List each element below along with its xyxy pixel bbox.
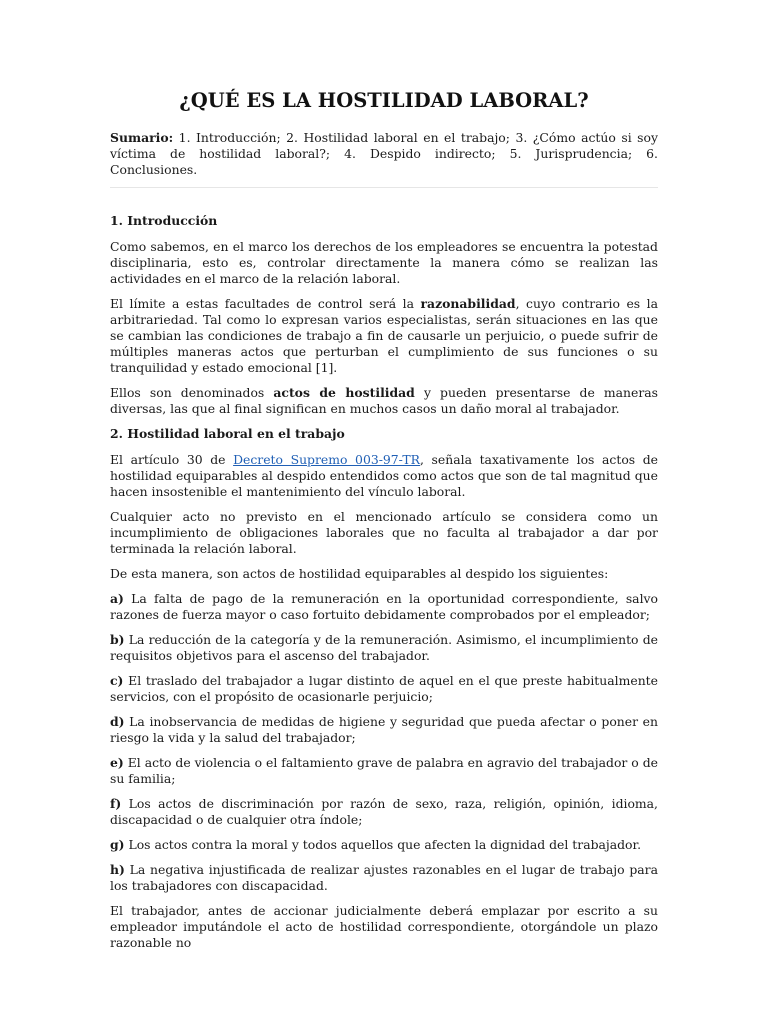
paragraph: De esta manera, son actos de hostilidad equiparables al despido los siguientes:: [110, 566, 609, 581]
list-item: [110, 796, 658, 828]
list-item: [110, 632, 658, 664]
list-item-letter: d): [110, 714, 125, 729]
list-item-letter: f): [110, 796, 122, 811]
divider: [110, 187, 658, 188]
summary: [110, 130, 658, 178]
list-item-letter: e): [110, 755, 124, 770]
list-item: [110, 755, 658, 787]
section-heading-introduccion: 1. Introducción: [110, 213, 218, 228]
paragraph: [110, 452, 658, 500]
summary-label: Sumario:: [110, 130, 174, 145]
list-item-text: La inobservancia de medidas de higiene y seguridad que pueda afectar o poner en riesgo la vida y la salud del trabajador;: [110, 714, 658, 745]
list-item-text: La negativa injustificada de realizar ajustes razonables en el lugar de trabajo para los trabajadores con discapacidad.: [110, 862, 658, 893]
paragraph-text: , señala taxativamente los actos de hostilidad equiparables al despido entendidos como actos que son de tal magnitud que hacen insostenible el mantenimiento del vínculo laboral.: [110, 452, 659, 499]
list-item-text: El traslado del trabajador a lugar distinto de aquel en el que preste habitualmente servicios, con el propósito de ocasionarle perjuicio;: [110, 673, 658, 704]
list-item-letter: g): [110, 837, 125, 852]
list-item-letter: h): [110, 862, 125, 877]
paragraph: Como sabemos, en el marco los derechos de los empleadores se encuentra la potestad disciplinaria, esto es, controlar directamente la manera cómo se realizan las actividades en el marco de la relación laboral.: [110, 239, 658, 286]
list-item-text: El acto de violencia o el faltamiento grave de palabra en agravio del trabajador o de su familia;: [110, 755, 658, 786]
list-item: [110, 862, 658, 894]
paragraph: [110, 296, 658, 376]
section-heading-hostilidad: 2. Hostilidad laboral en el trabajo: [110, 426, 345, 441]
summary-text: 1. Introducción; 2. Hostilidad laboral en el trabajo; 3. ¿Cómo actúo si soy víctima de hostilidad laboral?; 4. Despido indirecto; 5. Jurisprudencia; 6. Conclusiones.: [110, 130, 658, 177]
paragraph-text: El artículo 30 de: [110, 452, 234, 467]
paragraph-text: Ellos son denominados: [110, 385, 274, 400]
decreto-link[interactable]: Decreto Supremo 003-97-TR: [233, 452, 421, 467]
list-item-letter: b): [110, 632, 125, 647]
list-item-letter: a): [110, 591, 124, 606]
page-title: ¿QUÉ ES LA HOSTILIDAD LABORAL?: [179, 89, 589, 112]
list-item-letter: c): [110, 673, 124, 688]
list-item: [110, 837, 658, 853]
list-item: [110, 673, 658, 705]
list-item: [110, 591, 658, 623]
list-item-text: La reducción de la categoría y de la remuneración. Asimismo, el incumplimiento de requisitos objetivos para el ascenso del trabajador.: [110, 632, 658, 663]
list-item-text: Los actos de discriminación por razón de sexo, raza, religión, opinión, idioma, discapacidad o de cualquier otra índole;: [110, 796, 658, 827]
paragraph: [110, 385, 658, 417]
paragraph-text: y pueden presentarse de maneras diversas, las que al final significan en muchos casos un daño moral al trabajador.: [110, 385, 659, 416]
paragraph: El trabajador, antes de accionar judicialmente deberá emplazar por escrito a su empleador imputándole el acto de hostilidad correspondiente, otorgándole un plazo razonable no: [110, 903, 658, 950]
list-item-text: La falta de pago de la remuneración en la oportunidad correspondiente, salvo razones de fuerza mayor o caso fortuito debidamente comprobados por el empleador;: [110, 591, 658, 622]
list-item-text: Los actos contra la moral y todos aquellos que afecten la dignidad del trabajador.: [124, 837, 642, 852]
bold-term: razonabilidad: [420, 296, 516, 311]
paragraph-text: , cuyo contrario es la arbitrariedad. Tal como lo expresan varios especialistas, serán situaciones en las que se cambian las condiciones de trabajo a fin de causarle un perjuicio, o puede sufrir de múltiples maneras actos que perturban el cumplimiento de sus funciones o su tranquilidad y estado emocional [1].: [110, 296, 658, 375]
paragraph: Cualquier acto no previsto en el mencionado artículo se considera como un incumplimiento de obligaciones laborales que no faculta al trabajador a dar por terminada la relación laboral.: [110, 509, 658, 556]
bold-term: actos de hostilidad: [273, 385, 415, 400]
list-item: [110, 714, 658, 746]
paragraph-text: El límite a estas facultades de control será la: [110, 296, 421, 311]
